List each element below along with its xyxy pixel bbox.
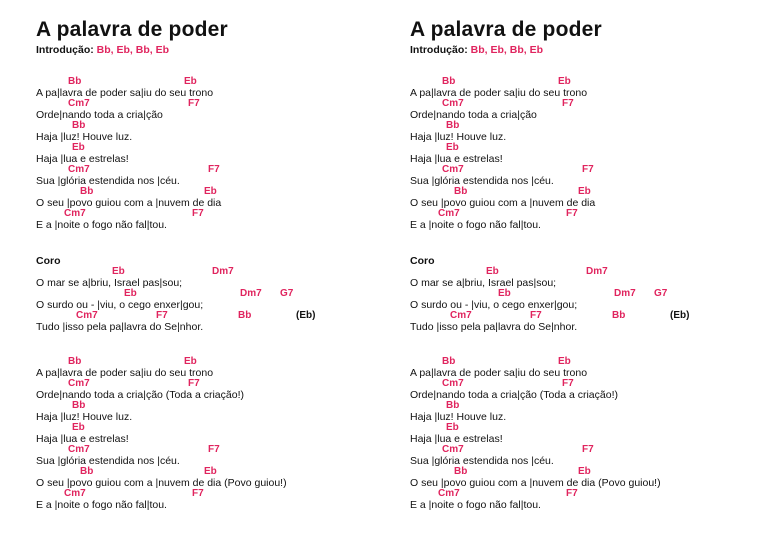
chord-label: Bb <box>72 120 86 131</box>
lyric-text: Sua |glória estendida nos |céu. <box>36 455 180 467</box>
chord-label: Eb <box>578 466 591 477</box>
lyric-text: O surdo ou - |viu, o cego enxer|gou; <box>410 299 578 311</box>
chord-label: F7 <box>208 164 220 175</box>
chord-label: F7 <box>566 208 578 219</box>
intro-label: Introdução: <box>36 44 94 56</box>
chord-label: F7 <box>582 164 594 175</box>
chord-label: Bb <box>446 120 460 131</box>
lyric-text: E a |noite o fogo não fal|tou. <box>410 499 541 511</box>
chord-label: Eb <box>124 288 137 299</box>
chord-label: Bb <box>80 186 94 197</box>
lyric-text: Haja |luz! Houve luz. <box>36 131 133 143</box>
lyric-text: Sua |glória estendida nos |céu. <box>36 175 180 187</box>
chord-label: Bb <box>72 400 86 411</box>
chord-label: Eb <box>184 356 197 367</box>
lyric-text: O seu |povo guiou com a |nuvem de dia (Povo guiou!) <box>410 477 661 489</box>
chord-label: Cm7 <box>442 98 464 109</box>
lyric-text: Haja |luz! Houve luz. <box>410 131 507 143</box>
intro-chords: Bb, Eb, Bb, Eb <box>96 44 170 56</box>
chord-label: F7 <box>582 444 594 455</box>
chord-label: Eb <box>558 76 571 87</box>
lyric-text: Sua |glória estendida nos |céu. <box>410 175 554 187</box>
lyric-text: A pa|lavra de poder sa|iu do seu trono <box>410 367 588 379</box>
lyric-text: Orde|nando toda a cria|ção (Toda a criação!) <box>36 389 244 401</box>
song-title: A palavra de poder <box>36 18 228 41</box>
left-column <box>36 0 406 544</box>
lyric-text: O mar se a|briu, Israel pas|sou; <box>36 277 183 289</box>
chord-label: Eb <box>184 76 197 87</box>
chord-label: Eb <box>498 288 511 299</box>
lyric-text: O seu |povo guiou com a |nuvem de dia <box>36 197 222 209</box>
chord-label: Dm7 <box>212 266 234 277</box>
intro-line <box>36 44 169 56</box>
chord-label: Cm7 <box>442 164 464 175</box>
chord-label: Eb <box>72 142 85 153</box>
chord-label: (Eb) <box>296 310 316 321</box>
chord-label: F7 <box>156 310 168 321</box>
chord-label: Cm7 <box>68 444 90 455</box>
chord-label: F7 <box>188 378 200 389</box>
chorus-label: Coro <box>36 255 61 267</box>
lyric-text: Orde|nando toda a cria|ção <box>410 109 537 121</box>
chord-label: Bb <box>442 76 456 87</box>
chord-label: G7 <box>280 288 294 299</box>
chord-label: Eb <box>72 422 85 433</box>
lyric-text: Haja |lua e estrelas! <box>410 433 503 445</box>
lyric-text: E a |noite o fogo não fal|tou. <box>410 219 541 231</box>
chord-label: Eb <box>204 466 217 477</box>
lyric-text: E a |noite o fogo não fal|tou. <box>36 219 167 231</box>
chord-label: Cm7 <box>442 444 464 455</box>
lyric-text: O seu |povo guiou com a |nuvem de dia (Povo guiou!) <box>36 477 287 489</box>
chord-label: Eb <box>578 186 591 197</box>
chord-label: Dm7 <box>240 288 262 299</box>
chord-label: Eb <box>446 142 459 153</box>
chord-label: G7 <box>654 288 668 299</box>
chord-label: F7 <box>562 98 574 109</box>
lyric-text: O surdo ou - |viu, o cego enxer|gou; <box>36 299 204 311</box>
chord-label: Cm7 <box>64 488 86 499</box>
chord-label: Eb <box>558 356 571 367</box>
lyric-text: Orde|nando toda a cria|ção <box>36 109 163 121</box>
lyric-text: Haja |lua e estrelas! <box>36 433 129 445</box>
song-title: A palavra de poder <box>410 18 602 41</box>
chord-label: Cm7 <box>438 208 460 219</box>
lyric-text: Sua |glória estendida nos |céu. <box>410 455 554 467</box>
lyric-text: Tudo |isso pela pa|lavra do Se|nhor. <box>410 321 578 333</box>
chord-label: F7 <box>562 378 574 389</box>
chord-label: Bb <box>446 400 460 411</box>
chord-label: Cm7 <box>76 310 98 321</box>
chord-label: Dm7 <box>586 266 608 277</box>
chord-label: F7 <box>188 98 200 109</box>
lyric-text: Orde|nando toda a cria|ção (Toda a criação!) <box>410 389 618 401</box>
chord-label: Bb <box>238 310 252 321</box>
chord-label: (Eb) <box>670 310 690 321</box>
lyric-text: Haja |luz! Houve luz. <box>36 411 133 423</box>
chord-label: Bb <box>454 186 468 197</box>
chord-label: Dm7 <box>614 288 636 299</box>
chord-label: F7 <box>566 488 578 499</box>
lyric-text: Haja |luz! Houve luz. <box>410 411 507 423</box>
lyric-text: O mar se a|briu, Israel pas|sou; <box>410 277 557 289</box>
chord-label: F7 <box>530 310 542 321</box>
chord-label: Eb <box>112 266 125 277</box>
chorus-label: Coro <box>410 255 435 267</box>
lyric-text: Tudo |isso pela pa|lavra do Se|nhor. <box>36 321 204 333</box>
intro-chords: Bb, Eb, Bb, Eb <box>470 44 544 56</box>
chord-label: Cm7 <box>68 98 90 109</box>
chord-label: Bb <box>68 76 82 87</box>
lyric-text: A pa|lavra de poder sa|iu do seu trono <box>410 87 588 99</box>
chord-label: Cm7 <box>438 488 460 499</box>
chord-label: Cm7 <box>68 164 90 175</box>
chord-label: Cm7 <box>68 378 90 389</box>
chord-label: Bb <box>612 310 626 321</box>
intro-label: Introdução: <box>410 44 468 56</box>
chord-label: Bb <box>442 356 456 367</box>
chord-label: F7 <box>192 488 204 499</box>
chord-label: Cm7 <box>64 208 86 219</box>
chord-label: F7 <box>208 444 220 455</box>
lyric-text: Haja |lua e estrelas! <box>410 153 503 165</box>
chord-label: Bb <box>80 466 94 477</box>
lyric-text: O seu |povo guiou com a |nuvem de dia <box>410 197 596 209</box>
chord-label: Eb <box>486 266 499 277</box>
chord-label: Bb <box>68 356 82 367</box>
lyric-text: A pa|lavra de poder sa|iu do seu trono <box>36 367 214 379</box>
lyric-text: Haja |lua e estrelas! <box>36 153 129 165</box>
lyric-text: E a |noite o fogo não fal|tou. <box>36 499 167 511</box>
chord-label: Cm7 <box>442 378 464 389</box>
intro-line <box>410 44 543 56</box>
chord-label: F7 <box>192 208 204 219</box>
right-column <box>410 0 768 544</box>
chord-label: Eb <box>446 422 459 433</box>
chord-label: Eb <box>204 186 217 197</box>
chord-label: Cm7 <box>450 310 472 321</box>
chord-label: Bb <box>454 466 468 477</box>
lyric-text: A pa|lavra de poder sa|iu do seu trono <box>36 87 214 99</box>
